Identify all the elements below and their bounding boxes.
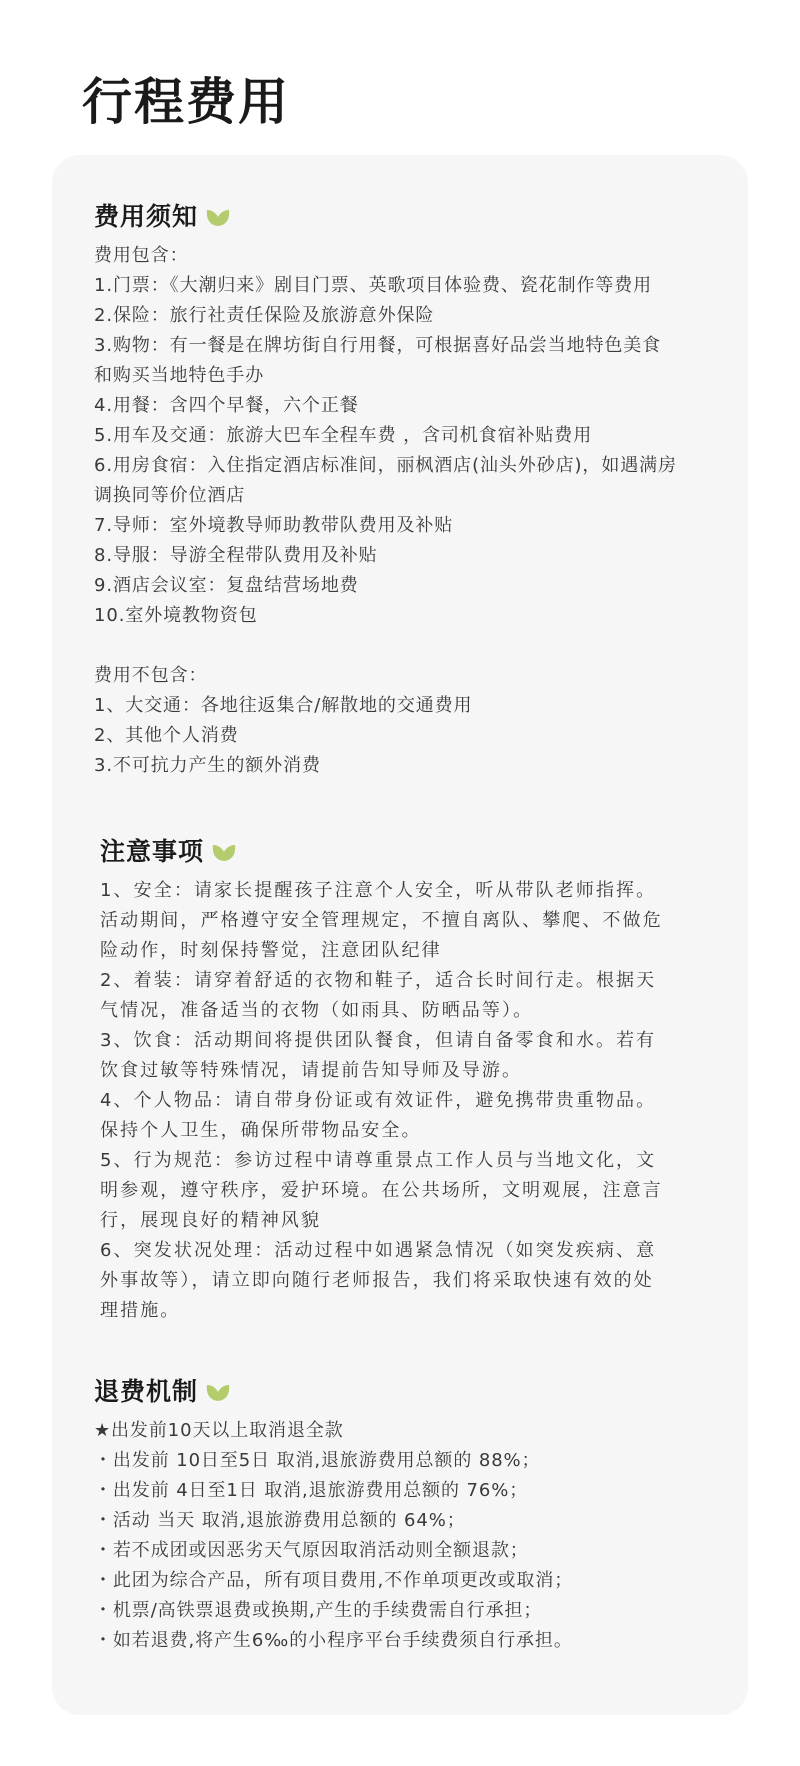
refund-section-title: 退费机制 bbox=[94, 1377, 199, 1406]
fees-included-item: 调换同等价位酒店 bbox=[94, 485, 246, 506]
fees-included-item: 2.保险：旅行社责任保险及旅游意外保险 bbox=[94, 305, 435, 326]
notes-line: 行，展现良好的精神风貌 bbox=[100, 1210, 322, 1231]
fees-included-item: 9.酒店会议室：复盘结营场地费 bbox=[94, 575, 359, 596]
refund-line: ★出发前10天以上取消退全款 bbox=[94, 1420, 344, 1441]
fees-included-item: 1.门票：《大潮归来》剧目门票、英歌项目体验费、瓷花制作等费用 bbox=[94, 275, 653, 296]
fees-included-item: 7.导师：室外境教导师助教带队费用及补贴 bbox=[94, 515, 454, 536]
refund-section bbox=[94, 1370, 744, 1656]
notes-line: 6、突发状况处理：活动过程中如遇紧急情况（如突发疾病、意 bbox=[100, 1240, 657, 1261]
notes-line: 明参观，遵守秩序，爱护环境。在公共场所，文明观展，注意言 bbox=[100, 1180, 663, 1201]
notes-line: 4、个人物品：请自带身份证或有效证件，避免携带贵重物品。 bbox=[100, 1090, 657, 1111]
notes-line: 3、饮食：活动期间将提供团队餐食，但请自备零食和水。若有 bbox=[100, 1030, 657, 1051]
notes-line: 5、行为规范：参访过程中请尊重景点工作人员与当地文化，文 bbox=[100, 1150, 657, 1171]
notes-line: 险动作，时刻保持警觉，注意团队纪律 bbox=[100, 940, 442, 961]
notes-line: 保持个人卫生，确保所带物品安全。 bbox=[100, 1120, 422, 1141]
fees-included-item: 和购买当地特色手办 bbox=[94, 365, 265, 386]
fees-included-item: 5.用车及交通：旅游大巴车全程车费 ，含司机食宿补贴费用 bbox=[94, 425, 593, 446]
leaf-icon bbox=[210, 836, 238, 864]
fees-section-title: 费用须知 bbox=[94, 202, 199, 231]
fees-included-item: 3.购物：有一餐是在牌坊街自行用餐，可根据喜好品尝当地特色美食 bbox=[94, 335, 662, 356]
notes-line: 饮食过敏等特殊情况，请提前告知导师及导游。 bbox=[100, 1060, 523, 1081]
fees-included-item: 4.用餐：含四个早餐，六个正餐 bbox=[94, 395, 359, 416]
refund-line: ・出发前 10日至5日 取消,退旅游费用总额的 88%； bbox=[94, 1450, 541, 1471]
notes-section bbox=[100, 830, 750, 1326]
refund-line: ・此团为综合产品，所有项目费用,不作单项更改或取消； bbox=[94, 1570, 574, 1591]
fees-included-item: 6.用房食宿：入住指定酒店标准间，丽枫酒店(汕头外砂店)，如遇满房 bbox=[94, 455, 677, 476]
fees-included-heading: 费用包含： bbox=[94, 245, 189, 266]
notes-content bbox=[100, 876, 750, 1326]
fees-excluded-heading: 费用不包含： bbox=[94, 665, 208, 686]
refund-line: ・如若退费,将产生6‰的小程序平台手续费须自行承担。 bbox=[94, 1630, 573, 1651]
notes-line: 1、安全：请家长提醒孩子注意个人安全，听从带队老师指挥。 bbox=[100, 880, 657, 901]
fees-section-header bbox=[94, 195, 744, 235]
notes-line: 2、着装：请穿着舒适的衣物和鞋子，适合长时间行走。根据天 bbox=[100, 970, 657, 991]
notes-section-header bbox=[100, 830, 750, 870]
notes-section-title: 注意事项 bbox=[100, 837, 205, 866]
leaf-icon bbox=[204, 201, 232, 229]
fees-included-item: 10.室外境教物资包 bbox=[94, 605, 258, 626]
notes-line: 外事故等），请立即向随行老师报告，我们将采取快速有效的处 bbox=[100, 1270, 654, 1291]
fees-included-item: 8.导服：导游全程带队费用及补贴 bbox=[94, 545, 378, 566]
fees-excluded-item: 2、其他个人消费 bbox=[94, 725, 239, 746]
page-title: 行程费用 bbox=[82, 73, 290, 131]
content-card bbox=[52, 155, 748, 1715]
leaf-icon bbox=[204, 1376, 232, 1404]
refund-line: ・活动 当天 取消,退旅游费用总额的 64%； bbox=[94, 1510, 466, 1531]
notes-line: 活动期间，严格遵守安全管理规定，不擅自离队、攀爬、不做危 bbox=[100, 910, 663, 931]
refund-content bbox=[94, 1416, 744, 1656]
refund-line: ・出发前 4日至1日 取消,退旅游费用总额的 76%； bbox=[94, 1480, 529, 1501]
fees-section bbox=[94, 195, 744, 781]
notes-line: 气情况，准备适当的衣物（如雨具、防晒品等）。 bbox=[100, 1000, 534, 1021]
fees-excluded-item: 1、大交通：各地往返集合/解散地的交通费用 bbox=[94, 695, 473, 716]
refund-line: ・若不成团或因恶劣天气原因取消活动则全额退款； bbox=[94, 1540, 529, 1561]
refund-line: ・机票/高铁票退费或换期,产生的手续费需自行承担； bbox=[94, 1600, 543, 1621]
refund-section-header bbox=[94, 1370, 744, 1410]
notes-line: 理措施。 bbox=[100, 1300, 181, 1321]
fees-content bbox=[94, 241, 744, 781]
fees-excluded-item: 3.不可抗力产生的额外消费 bbox=[94, 755, 321, 776]
